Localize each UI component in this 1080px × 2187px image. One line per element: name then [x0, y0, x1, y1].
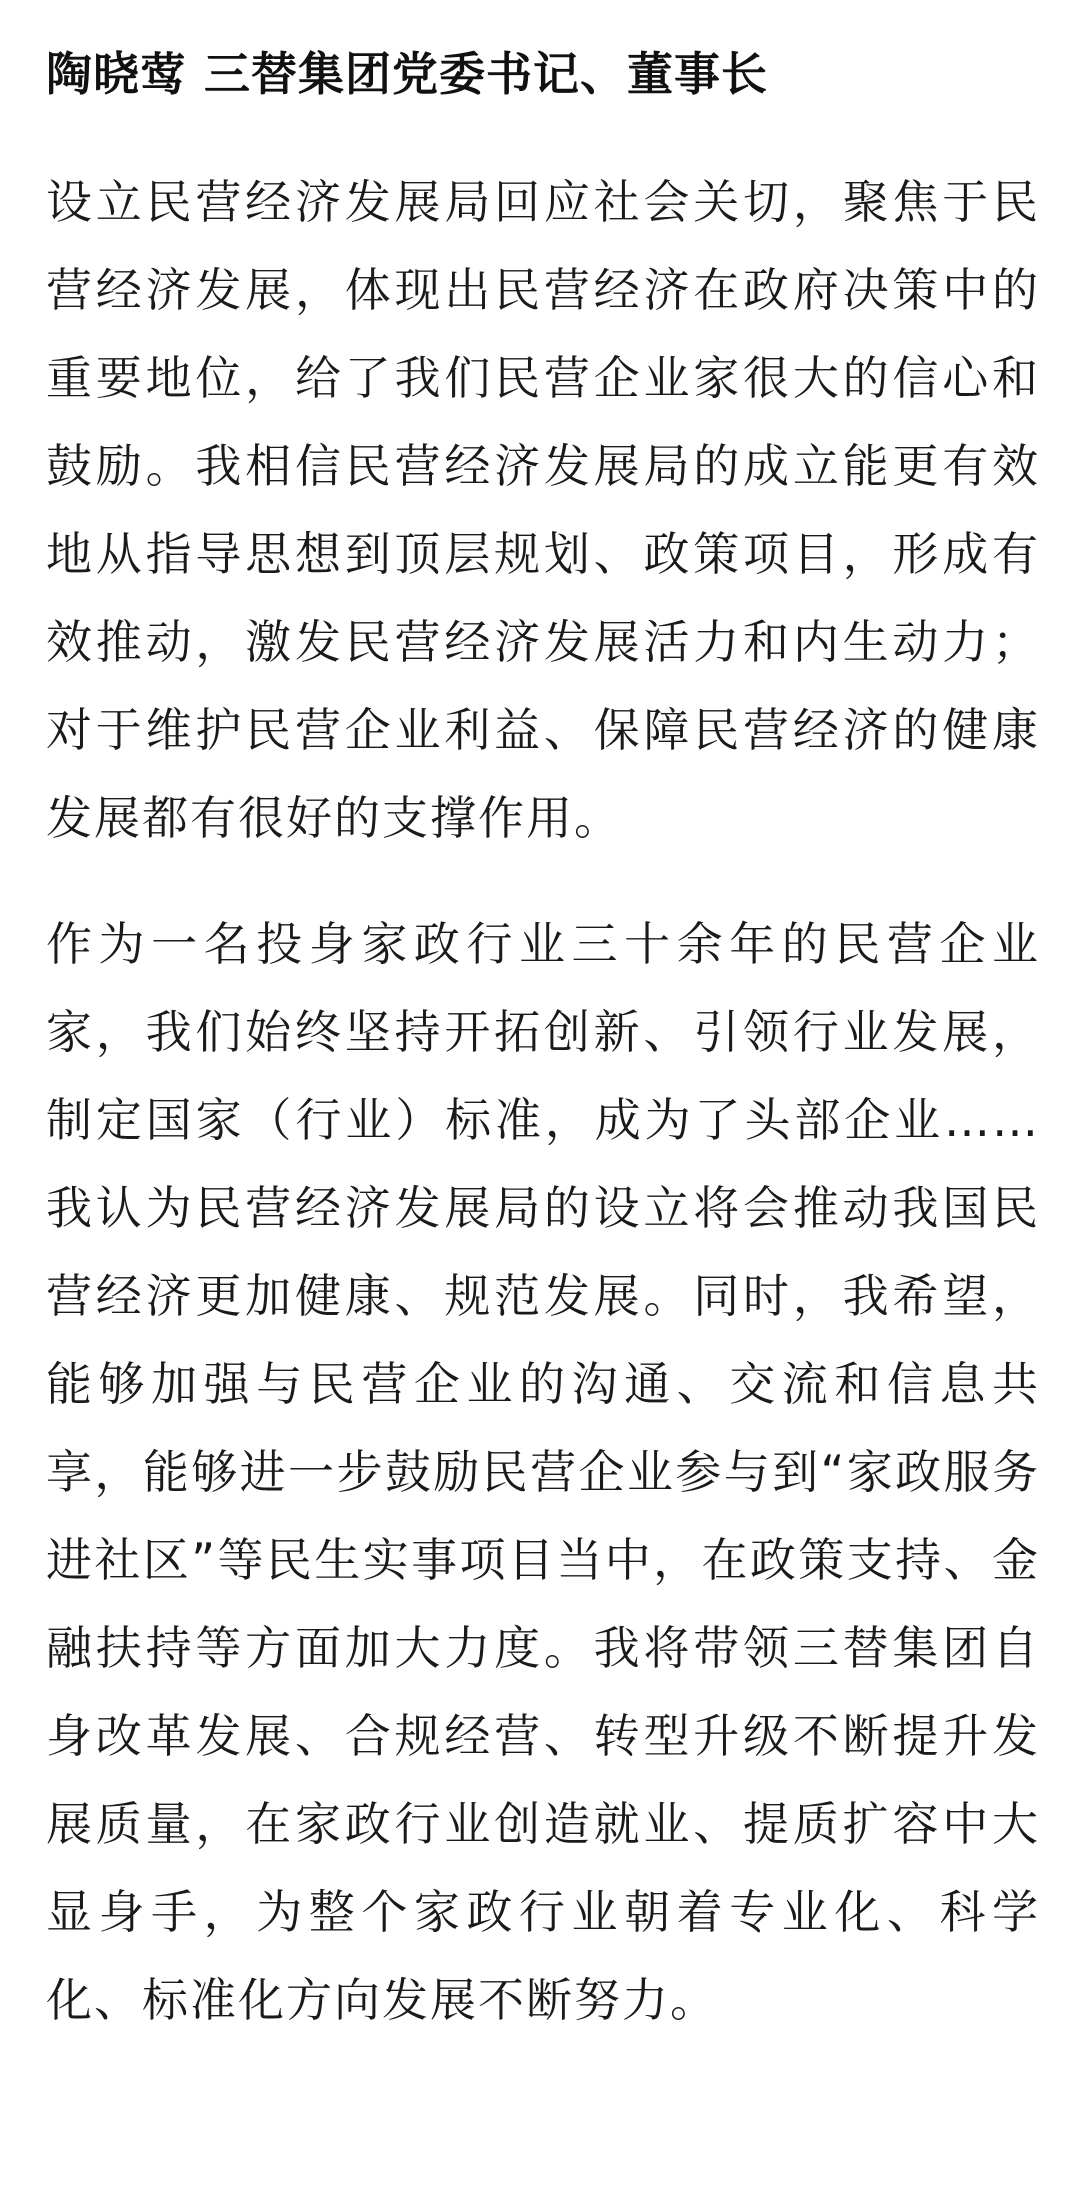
article-title: 陶晓莺 三替集团党委书记、董事长	[46, 47, 769, 101]
article-paragraph-1: 设立民营经济发展局回应社会关切，聚焦于民营经济发展，体现出民营经济在政府决策中的重要地位，给了我们民营企业家很大的信心和鼓励。我相信民营经济发展局的成立能更有效地从指导思想到顶层规划、政策项目，形成有效推动，激发民营经济发展活力和内生动力；对于维护民营企业利益、保障民营经济的健康发展都有很好的支撑作用。	[46, 175, 1040, 845]
article-paragraph-2: 作为一名投身家政行业三十余年的民营企业家，我们始终坚持开拓创新、引领行业发展，制定国家（行业）标准，成为了头部企业……我认为民营经济发展局的设立将会推动我国民营经济更加健康、规范发展。同时，我希望，能够加强与民营企业的沟通、交流和信息共享，能够进一步鼓励民营企业参与到“家政服务进社区”等民生实事项目当中，在政策支持、金融扶持等方面加大力度。我将带领三替集团自身改革发展、合规经营、转型升级不断提升发展质量，在家政行业创造就业、提质扩容中大显身手，为整个家政行业朝着专业化、科学化、标准化方向发展不断努力。	[46, 917, 1040, 2027]
